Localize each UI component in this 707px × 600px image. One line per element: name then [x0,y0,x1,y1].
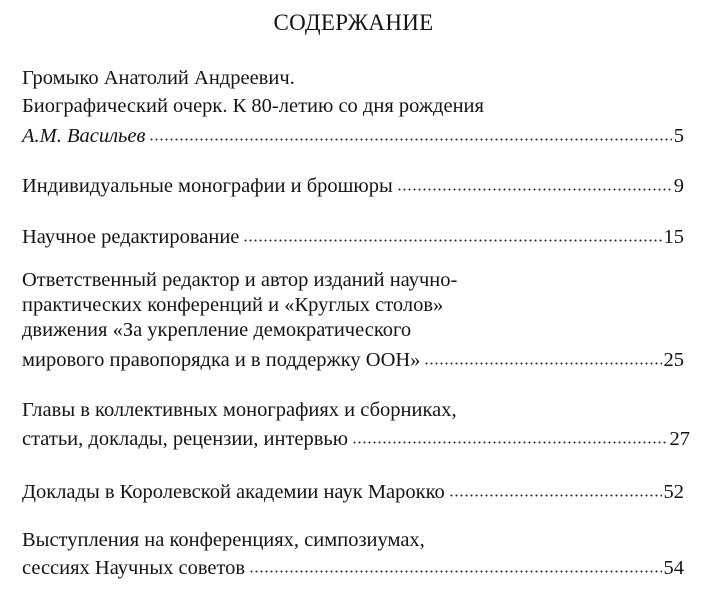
toc-entry-1[interactable] [22,122,684,148]
toc-entry-1-line-2: Биографический очерк. К 80-летию со дня рождения [22,95,484,117]
toc-entry-3-title: Научное редактирование [22,226,240,248]
toc-entry-7[interactable] [22,554,684,580]
toc-entry-2[interactable] [22,172,684,198]
toc-entry-6-title: Доклады в Королевской академии наук Марокко [22,481,445,503]
toc-entry-5[interactable] [22,425,690,451]
toc-entry-2-title: Индивидуальные монографии и брошюры [22,175,393,197]
toc-entry-4-line-2: практических конференций и «Круглых столов» [22,294,444,316]
toc-entry-6[interactable] [22,478,684,504]
dot-leader [352,425,667,445]
toc-entry-2-page: 9 [673,175,684,197]
toc-entry-1-line-1: Громыко Анатолий Андреевич. [22,67,295,89]
toc-entry-3-page: 15 [663,226,684,248]
toc-entry-5-page: 27 [669,428,690,450]
toc-entry-1-page: 5 [673,125,684,147]
toc-entry-7-title-last: сессиях Научных советов [22,557,246,579]
page-title: СОДЕРЖАНИЕ [273,10,434,35]
toc-entry-4-page: 25 [663,349,684,371]
dot-leader [149,122,671,142]
toc-entry-5-title-last: статьи, доклады, рецензии, интервью [22,428,349,450]
toc-entry-5-line-1: Главы в коллективных монографиях и сборниках, [22,399,457,421]
toc-entry-4-line-1: Ответственный редактор и автор изданий научно- [22,269,458,291]
dot-leader [424,346,661,366]
dot-leader [249,554,661,574]
toc-entry-4-title-last: мирового правопорядка и в поддержку ООН» [22,349,421,371]
toc-entry-4[interactable] [22,346,684,372]
toc-entry-1-author: А.М. Васильев [22,125,146,147]
toc-entry-7-page: 54 [663,557,684,579]
toc-entry-6-page: 52 [663,481,684,503]
dot-leader [243,223,661,243]
toc-entry-4-line-3: движения «За укрепление демократического [22,319,412,341]
toc-entry-7-line-1: Выступления на конференциях, симпозиумах, [22,529,425,551]
toc-entry-3[interactable] [22,223,684,249]
dot-leader [449,478,662,498]
dot-leader [397,172,672,192]
